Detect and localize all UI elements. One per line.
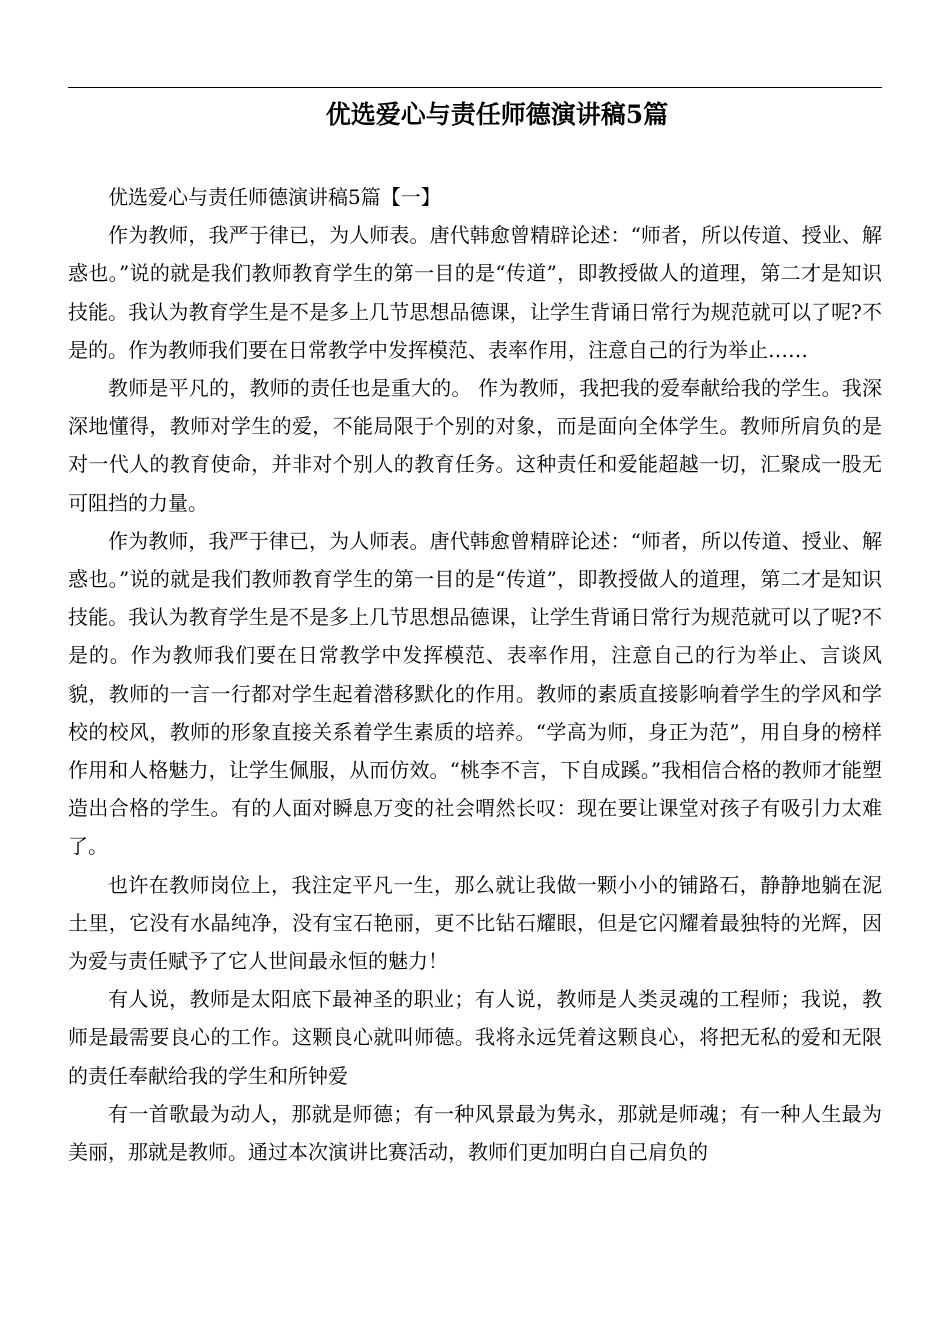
- paragraph: 有人说，教师是太阳底下最神圣的职业；有人说，教师是人类灵魂的工程师；我说，教师是最需要良心的工作。这颗良心就叫师德。我将永远凭着这颗良心，将把无私的爱和无限的责任奉献给我的学生和所钟爱: [68, 987, 882, 1088]
- paragraph: 作为教师，我严于律已，为人师表。唐代韩愈曾精辟论述：“师者，所以传道、授业、解惑也。”说的就是我们教师教育学生的第一目的是“传道”，即教授做人的道理，第二才是知识技能。我认为教育学生是不是多上几节思想品德课，让学生背诵日常行为规范就可以了呢?不是的。作为教师我们要在日常教学中发挥模范、表率作用，注意自己的行为举止……: [68, 223, 882, 362]
- document-body: [68, 178, 882, 1171]
- paragraph: 有一首歌最为动人，那就是师德；有一种风景最为隽永，那就是师魂；有一种人生最为美丽，那就是教师。通过本次演讲比赛活动，教师们更加明白自己肩负的: [68, 1101, 882, 1165]
- section-heading: 优选爱心与责任师德演讲稿5篇【一】: [108, 185, 441, 209]
- paragraph: 也许在教师岗位上，我注定平凡一生，那么就让我做一颗小小的铺路石，静静地躺在泥土里，它没有水晶纯净，没有宝石艳丽，更不比钻石耀眼，但是它闪耀着最独特的光辉，因为爱与责任赋予了它人世间最永恒的魅力！: [68, 872, 882, 974]
- paragraph: 教师是平凡的，教师的责任也是重大的。 作为教师，我把我的爱奉献给我的学生。我深深地懂得，教师对学生的爱，不能局限于个别的对象，而是面向全体学生。教师所肩负的是对一代人的教育使命，并非对个别人的教育任务。这种责任和爱能超越一切，汇聚成一股无可阻挡的力量。: [68, 376, 882, 515]
- paragraph: 作为教师，我严于律已，为人师表。唐代韩愈曾精辟论述：“师者，所以传道、授业、解惑也。”说的就是我们教师教育学生的第一目的是“传道”，即教授做人的道理，第二才是知识技能。我认为教育学生是不是多上几节思想品德课，让学生背诵日常行为规范就可以了呢?不是的。作为教师我们要在日常教学中发挥模范、表率作用，注意自己的行为举止、言谈风貌，教师的一言一行都对学生起着潜移默化的作用。教师的素质直接影响着学生的学风和学校的校风，教师的形象直接关系着学生素质的培养。“学高为师，身正为范”，用自身的榜样作用和人格魅力，让学生佩服，从而仿效。“桃李不言，下自成蹊。”我相信合格的教师才能塑造出合格的学生。有的人面对瞬息万变的社会喟然长叹：现在要让课堂对孩子有吸引力太难了。: [68, 528, 882, 859]
- header-rule: [68, 87, 882, 88]
- document-title: 优选爱心与责任师德演讲稿5篇: [325, 100, 669, 129]
